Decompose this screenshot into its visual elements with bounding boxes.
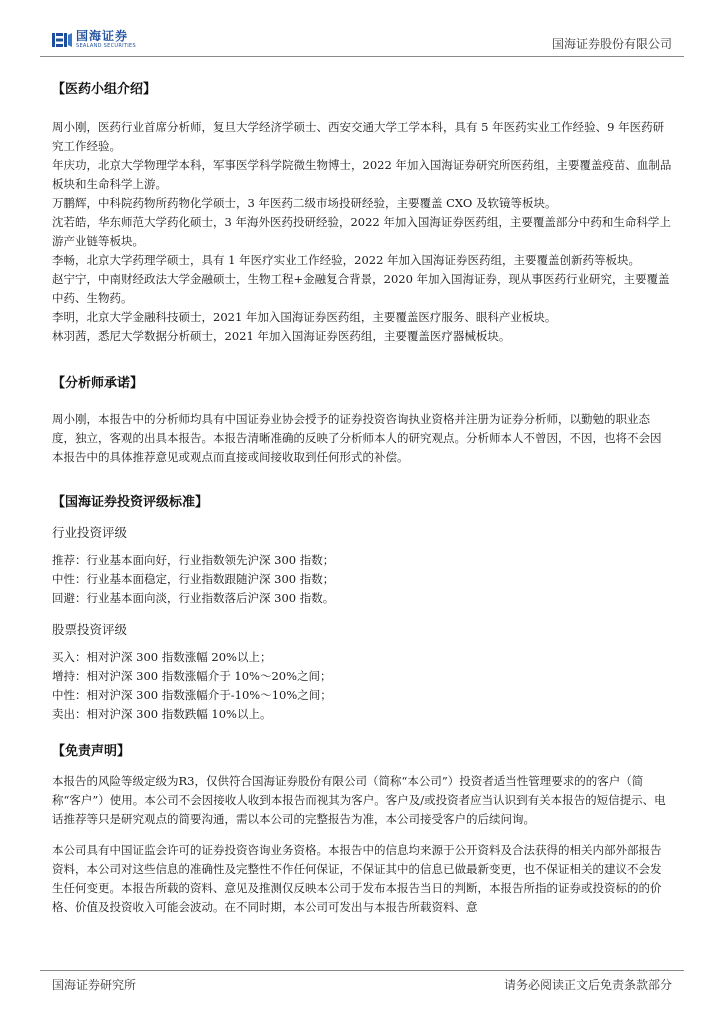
pledge-text: 周小刚，本报告中的分析师均具有中国证券业协会授予的证券投资咨询执业资格并注册为证券分析师，以勤勉的职业态度，独立，客观的出具本报告。本报告清晰准确的反映了分析师本人的研究观点。分析师本人不曾因，不因，也将不会因本报告中的具体推荐意见或观点而直接或间接收取到任何形式的补偿。	[52, 412, 662, 464]
industry-rating-title: 行业投资评级	[52, 525, 128, 540]
disclaimer-section-title: 【免责声明】	[52, 744, 131, 759]
disclaimer-section	[52, 738, 672, 917]
company-logo	[52, 30, 136, 49]
stock-rating-sell: 卖出：相对沪深 300 指数跌幅 10%以上。	[52, 707, 272, 721]
industry-rating-recommend: 推荐：行业基本面向好，行业指数领先沪深 300 指数；	[52, 553, 335, 567]
industry-rating-neutral: 中性：行业基本面稳定，行业指数跟随沪深 300 指数；	[52, 572, 335, 586]
team-member-zhou: 周小刚，医药行业首席分析师，复旦大学经济学硕士、西安交通大学工学本科，具有 5 年医药实业工作经验、9 年医药研究工作经验。	[52, 120, 665, 153]
stock-rating-buy: 买入：相对沪深 300 指数涨幅 20%以上；	[52, 650, 272, 664]
page-content	[52, 76, 672, 917]
team-member-nian: 年庆功，北京大学物理学本科，军事医学科学院微生物博士，2022 年加入国海证券研究所医药组，主要覆盖疫苗、血制品板块和生命科学上游。	[52, 158, 672, 191]
logo-chinese-name: 国海证券	[76, 29, 129, 43]
disclaimer-paragraph-2: 本公司具有中国证监会许可的证券投资咨询业务资格。本报告中的信息均来源于公开资料及合法获得的相关内部外部报告资料，本公司对这些信息的准确性及完整性不作任何保证，不保证其中的信息已做最新变更，也不保证相关的建议不会发生任何变更。本报告所载的资料、意见及推测仅反映本公司于发布本报告当日的判断，本报告所指的证券或投资标的的价格、价值及投资收入可能会波动。在不同时期，本公司可发出与本报告所载资料、意	[52, 843, 662, 914]
header-company-name: 国海证券股份有限公司	[551, 37, 672, 51]
team-member-zhao: 赵宁宁，中南财经政法大学金融硕士，生物工程+金融复合背景，2020 年加入国海证券，现从事医药行业研究，主要覆盖中药、生物药。	[52, 272, 670, 305]
team-member-lin: 林羽茜，悉尼大学数据分析硕士，2021 年加入国海证券医药组，主要覆盖医疗器械板块。	[52, 329, 511, 343]
stock-rating-neutral: 中性：相对沪深 300 指数涨幅介于-10%～10%之间；	[52, 688, 332, 702]
pledge-section-title: 【分析师承诺】	[52, 376, 144, 391]
stock-rating-title: 股票投资评级	[52, 622, 128, 637]
industry-rating-avoid: 回避：行业基本面向淡，行业指数落后沪深 300 指数。	[52, 591, 335, 605]
team-member-shen: 沈若皓，华东师范大学药化硕士，3 年海外医药投研经验，2022 年加入国海证券医药组，主要覆盖部分中药和生命科学上游产业链等板块。	[52, 215, 671, 248]
team-member-li-chang: 李畅，北京大学药理学硕士，具有 1 年医疗实业工作经验，2022 年加入国海证券医药组，主要覆盖创新药等板块。	[52, 253, 641, 267]
footer-rule	[40, 970, 684, 971]
footer-disclaimer-note: 请务必阅读正文后免责条款部分	[503, 978, 672, 992]
rating-section	[52, 489, 672, 724]
logo-english-name: SEALAND SECURITIES	[76, 43, 136, 49]
disclaimer-paragraph-1: 本报告的风险等级定级为R3，仅供符合国海证券股份有限公司（简称“本公司”）投资者适当性管理要求的的客户（简称“客户”）使用。本公司不会因接收人收到本报告而视其为客户。客户及/或投资者应当认识到有关本报告的短信提示、电话推荐等只是研究观点的简要沟通，需以本公司的完整报告为准，本公司接受客户的后续问询。	[52, 774, 666, 826]
team-section	[52, 76, 672, 346]
pledge-section	[52, 370, 672, 467]
footer-research-institute: 国海证券研究所	[52, 978, 137, 992]
team-member-li-ming: 李明，北京大学金融科技硕士，2021 年加入国海证券医药组，主要覆盖医疗服务、眼科产业板块。	[52, 310, 557, 324]
rating-section-title: 【国海证券投资评级标准】	[52, 495, 209, 510]
header-rule	[40, 56, 684, 57]
page-header	[0, 0, 724, 56]
team-section-title: 【医药小组介绍】	[52, 82, 157, 97]
stock-rating-overweight: 增持：相对沪深 300 指数涨幅介于 10%～20%之间；	[52, 669, 332, 683]
sealand-logo-icon	[52, 32, 72, 48]
team-member-wan: 万鹏辉，中科院药物所药物化学硕士，3 年医药二级市场投研经验，主要覆盖 CXO 及软镜等板块。	[52, 196, 557, 210]
